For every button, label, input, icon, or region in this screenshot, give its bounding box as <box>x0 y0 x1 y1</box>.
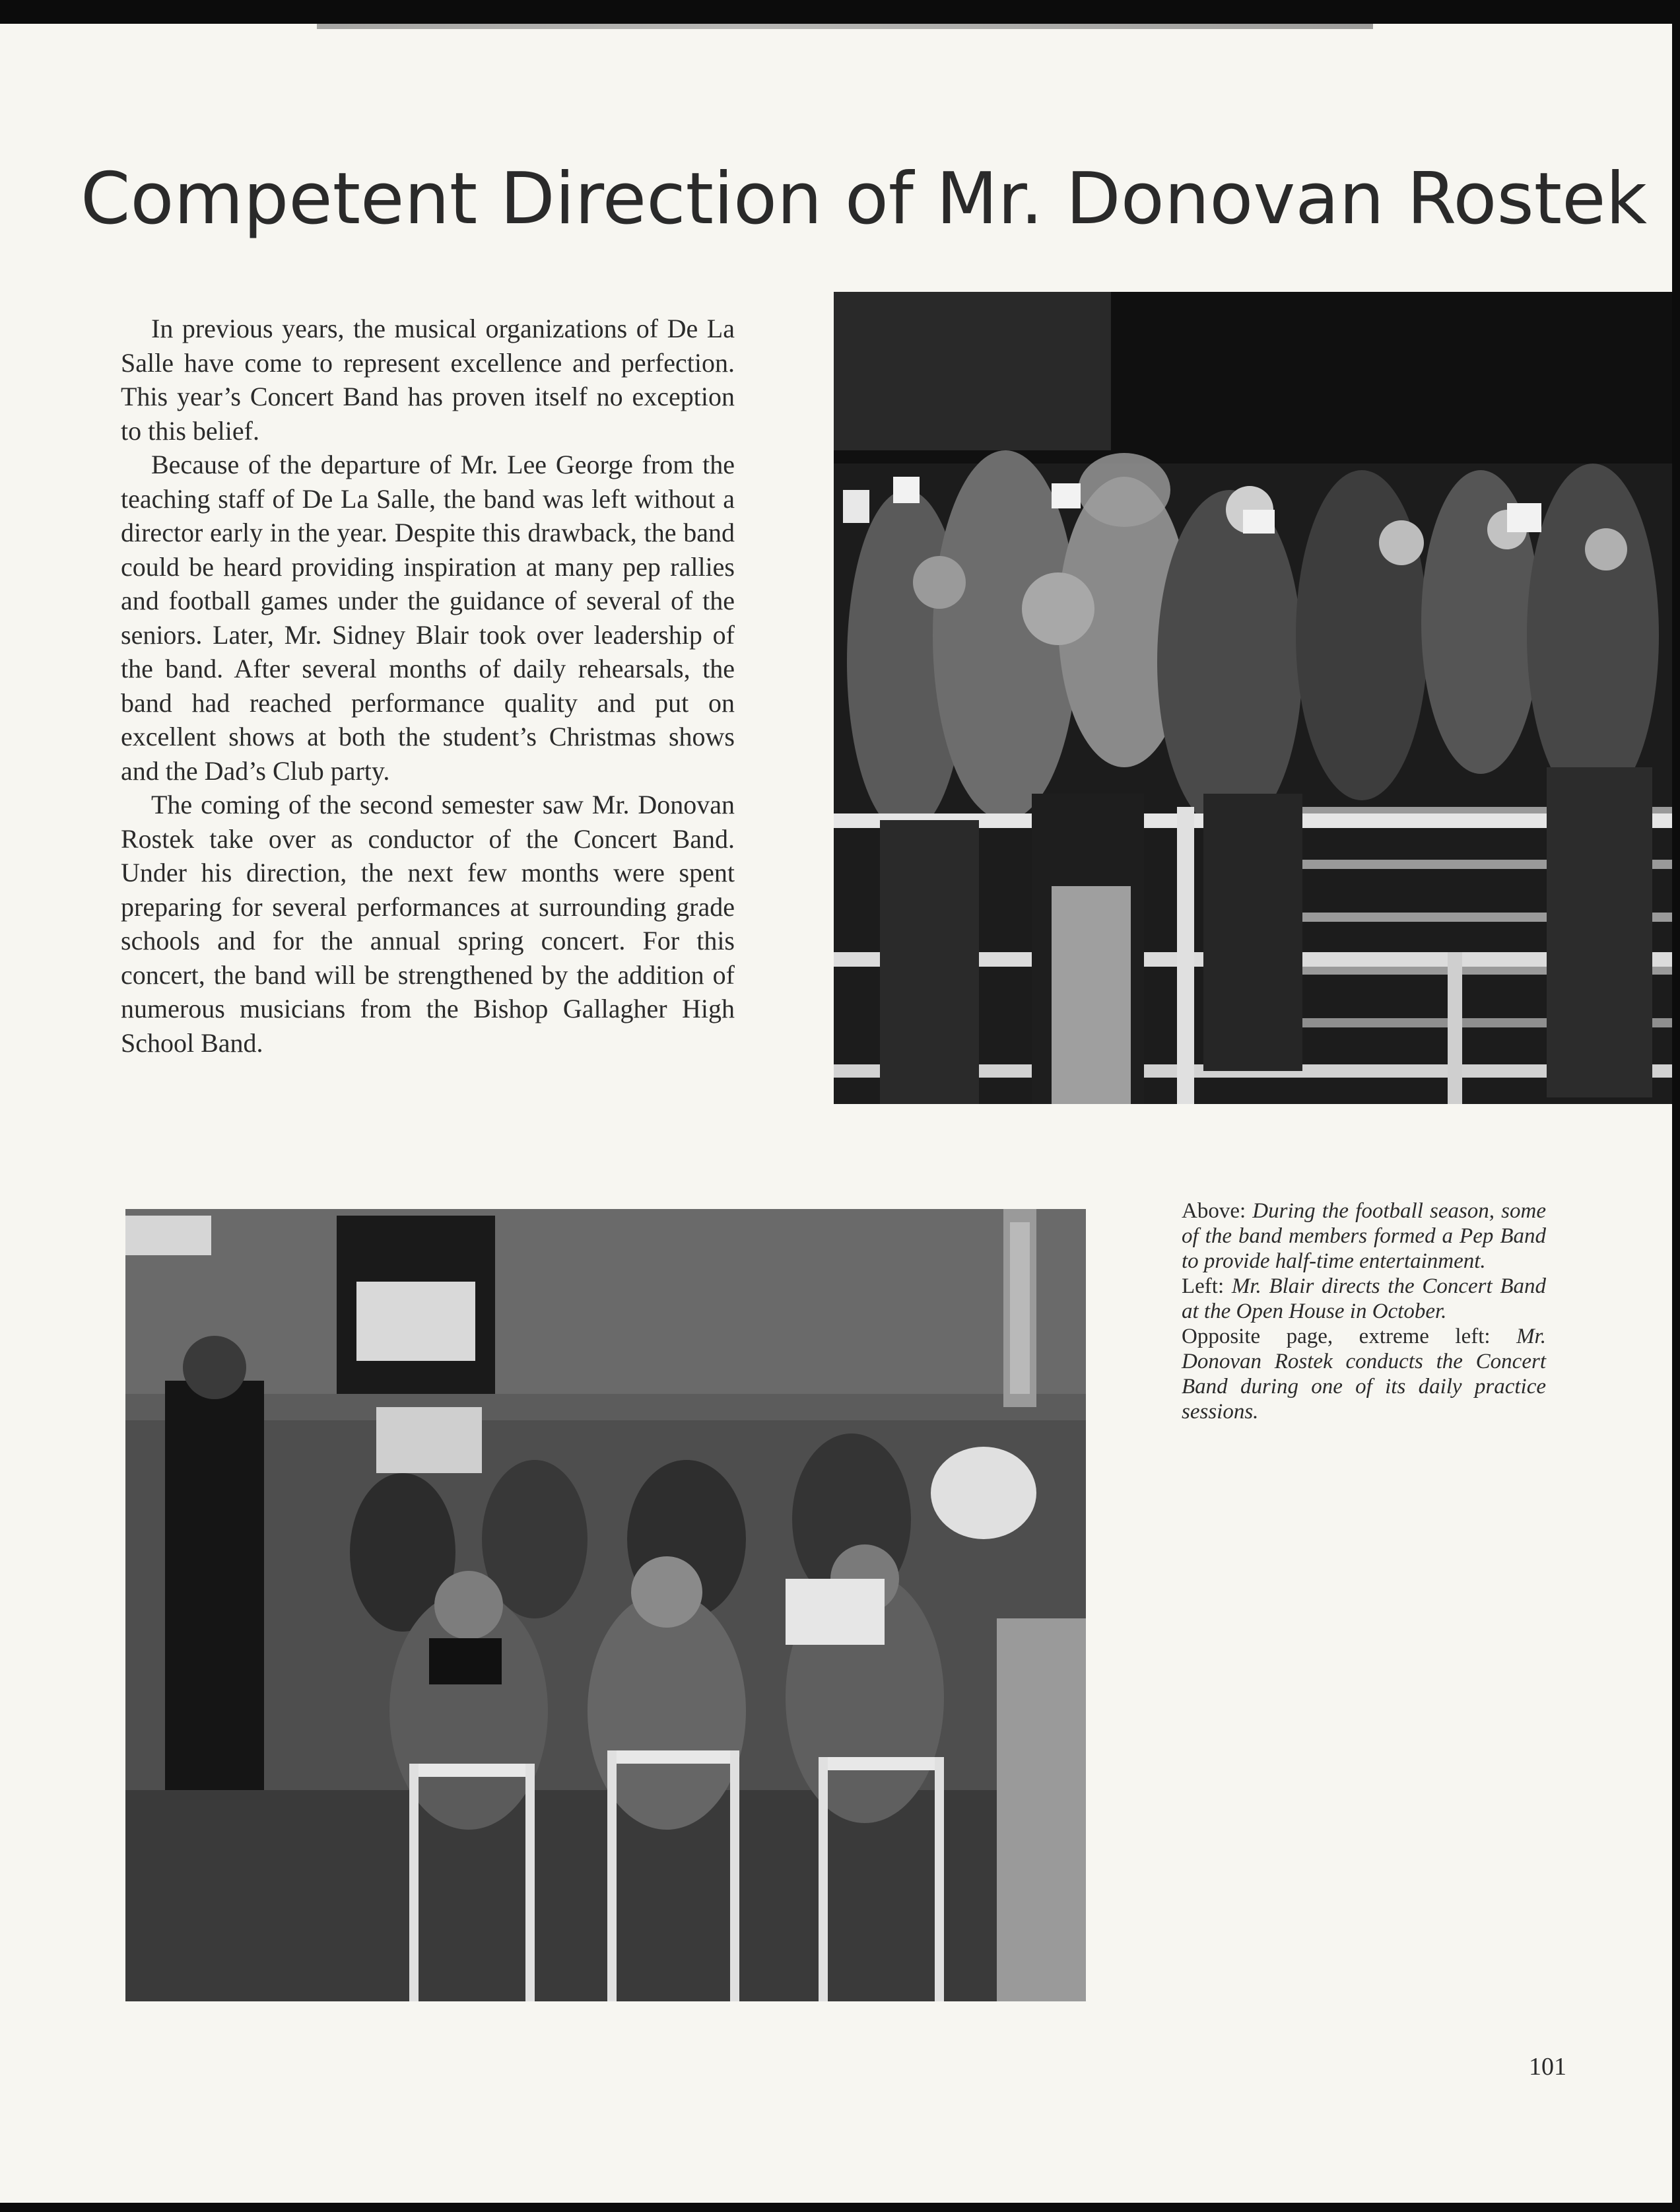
caption-left <box>1182 1274 1546 1324</box>
article-paragraph-1: In previous years, the musical organizations of De La Salle have come to represent excellence and perfection. This year’s Concert Band has proven itself no exception to this belief. <box>121 314 735 446</box>
concert-band-photo <box>125 1209 1086 2001</box>
pep-band-illustration <box>834 292 1672 1104</box>
yearbook-page <box>0 24 1672 2203</box>
caption-above-text: During the football season, some of the band members formed a Pep Band to provide half-time entertainment. <box>1182 1199 1547 1273</box>
article-paragraph-3: The coming of the second semester saw Mr. Donovan Rostek take over as conductor of the Concert Band. Under his direction, the next few months were spent preparing for several performances at surrounding grade schools and for the annual spring concert. For this concert, the band will be strengthened by the addition of numerous musicians from the Bishop Gallagher High School Band. <box>121 790 735 1058</box>
caption-opposite <box>1182 1324 1546 1424</box>
page-number: 101 <box>1529 2053 1566 2081</box>
caption-opposite-lead: Opposite page, extreme left: <box>1182 1325 1491 1348</box>
article-paragraph-2: Because of the departure of Mr. Lee George from the teaching staff of De La Salle, the band was left without a director early in the year. Despite this drawback, the band could be heard providing inspiration at many pep rallies and football games under the guidance of several of the seniors. Later, Mr. Sidney Blair took over leadership of the band. After several months of daily rehearsals, the band had reached performance quality and put on excellent shows at both the student’s Christmas shows and the Dad’s Club party. <box>121 450 735 786</box>
caption-left-text: Mr. Blair directs the Concert Band at the Open House in October. <box>1182 1274 1546 1323</box>
page-title: Competent Direction of Mr. Donovan Rostek <box>81 158 1648 240</box>
pep-band-photo <box>834 292 1672 1104</box>
caption-above-lead: Above: <box>1182 1199 1246 1223</box>
scan-streak <box>317 24 1373 29</box>
caption-left-lead: Left: <box>1182 1274 1225 1298</box>
photo-caption <box>1182 1198 1546 1424</box>
caption-opposite-text: Mr. Donovan Rostek conducts the Concert Band during one of its daily practice sessions. <box>1182 1325 1546 1424</box>
caption-above <box>1182 1198 1546 1274</box>
concert-band-illustration <box>125 1209 1086 2001</box>
article-body <box>121 312 735 1060</box>
